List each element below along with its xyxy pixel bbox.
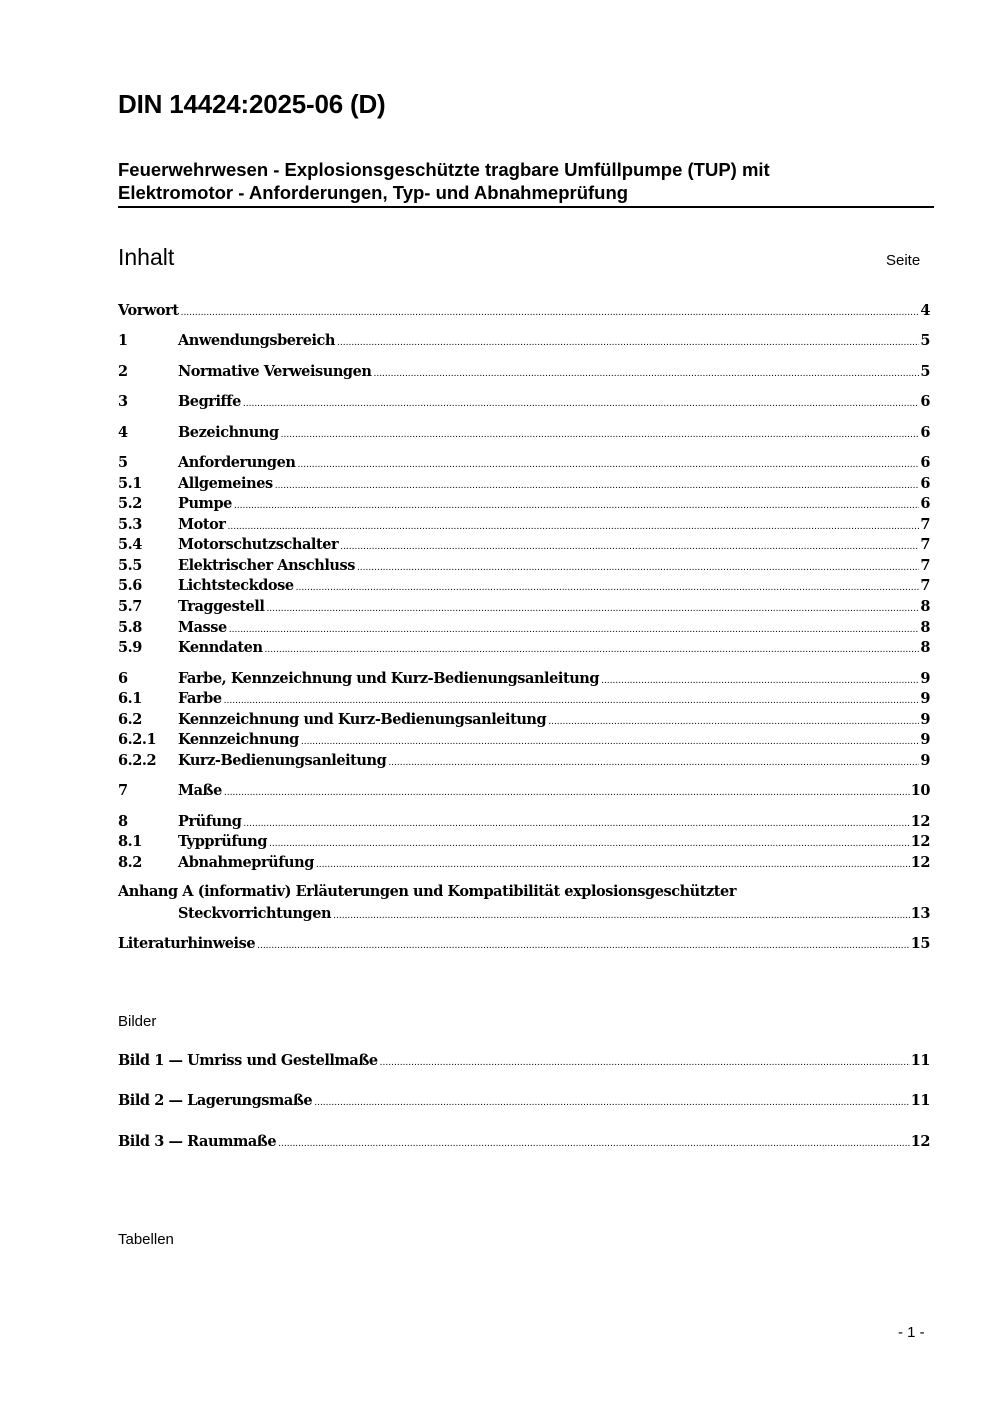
toc-entry-text: Anforderungen xyxy=(178,454,296,471)
toc-entry-number: 6.2 xyxy=(118,711,142,728)
document-title-line-1: Feuerwehrwesen - Explosionsgeschützte tragbare Umfüllpumpe (TUP) mit xyxy=(118,159,770,180)
toc-entry-text: Kenndaten xyxy=(178,639,263,656)
toc-entry-page: 6 xyxy=(920,424,930,441)
toc-leader xyxy=(257,941,910,951)
toc-entry[interactable] xyxy=(118,557,930,577)
page-number: - 1 - xyxy=(898,1324,925,1341)
toc-leader xyxy=(181,308,920,318)
toc-entry-text: Typprüfung xyxy=(178,833,268,850)
toc-entry[interactable] xyxy=(118,690,930,710)
toc-entry-number: 5 xyxy=(118,454,128,471)
toc-leader xyxy=(265,645,920,655)
toc-entry-page: 7 xyxy=(920,516,930,533)
toc-entry[interactable] xyxy=(118,752,930,772)
toc-entry-text: Normative Verweisungen xyxy=(178,363,372,380)
toc-entry[interactable] xyxy=(118,619,930,639)
toc-entry-page: 7 xyxy=(920,536,930,553)
toc-entry[interactable] xyxy=(118,577,930,597)
toc-entry-page: 5 xyxy=(920,332,930,349)
toc-entry-number: 8.2 xyxy=(118,854,142,871)
toc-leader xyxy=(275,481,920,491)
figure-entry-text: Bild 2 — Lagerungsmaße xyxy=(118,1092,313,1109)
toc-entry-number: 6.2.2 xyxy=(118,752,157,769)
toc-entry-page: 12 xyxy=(910,813,930,830)
toc-entry[interactable] xyxy=(118,731,930,751)
toc-entry-text: Kurz-Bedienungsanleitung xyxy=(178,752,387,769)
toc-entry-number: 8.1 xyxy=(118,833,142,850)
toc-entry[interactable] xyxy=(118,475,930,495)
toc-entry-text: Farbe xyxy=(178,690,222,707)
toc-entry[interactable] xyxy=(118,639,930,659)
toc-leader xyxy=(316,860,910,870)
toc-entry-page: 6 xyxy=(920,475,930,492)
toc-leader xyxy=(243,819,909,829)
toc-entry-text: Kennzeichnung und Kurz-Bedienungsanleitung xyxy=(178,711,547,728)
toc-entry-text: Steckvorrichtungen xyxy=(178,905,332,922)
toc-entry-page: 10 xyxy=(910,782,930,799)
toc-entry-page: 6 xyxy=(920,393,930,410)
toc-entry-page: 7 xyxy=(920,557,930,574)
figure-entry-page: 11 xyxy=(910,1092,930,1109)
toc-entry-number: 3 xyxy=(118,393,128,410)
toc-entry-number: 5.4 xyxy=(118,536,142,553)
toc-entry-page: 12 xyxy=(910,833,930,850)
toc-entry-number: 5.8 xyxy=(118,619,142,636)
toc-entry-page: 5 xyxy=(920,363,930,380)
toc-leader xyxy=(234,501,919,511)
toc-leader xyxy=(229,625,920,635)
toc-entry[interactable] xyxy=(118,516,930,536)
toc-entry-text: Anwendungsbereich xyxy=(178,332,336,349)
toc-annex-line-1[interactable]: Anhang A (informativ) Erläuterungen und Kompatibilität explosionsgeschützter xyxy=(118,883,737,900)
toc-entry-page: 12 xyxy=(910,854,930,871)
toc-entry-text: Allgemeines xyxy=(178,475,273,492)
toc-entry-page: 9 xyxy=(920,752,930,769)
toc-entry-text: Lichtsteckdose xyxy=(178,577,294,594)
toc-leader xyxy=(224,788,910,798)
toc-leader xyxy=(337,338,919,348)
toc-entry[interactable] xyxy=(118,782,930,802)
toc-entry-page: 8 xyxy=(920,598,930,615)
document-title xyxy=(118,158,934,208)
toc-entry-page: 13 xyxy=(910,905,930,922)
toc-entry[interactable] xyxy=(118,454,930,474)
toc-entry[interactable] xyxy=(118,670,930,690)
toc-entry[interactable] xyxy=(118,536,930,556)
toc-entry[interactable] xyxy=(118,833,930,853)
toc-entry-number: 5.9 xyxy=(118,639,142,656)
toc-entry-number: 1 xyxy=(118,332,128,349)
toc-entry[interactable] xyxy=(118,302,930,322)
toc-entry-number: 5.3 xyxy=(118,516,142,533)
toc-leader xyxy=(548,717,919,727)
toc-entry-page: 4 xyxy=(920,302,930,319)
document-id: DIN 14424:2025-06 (D) xyxy=(118,89,386,119)
toc-entry-text: Motorschutzschalter xyxy=(178,536,339,553)
toc-entry-page: 6 xyxy=(920,495,930,512)
toc-entry-text: Pumpe xyxy=(178,495,232,512)
toc-entry-page: 9 xyxy=(920,690,930,707)
toc-entry-number: 5.7 xyxy=(118,598,142,615)
toc-entry-text: Literaturhinweise xyxy=(118,935,256,952)
toc-leader xyxy=(357,563,919,573)
toc-entry-number: 6.1 xyxy=(118,690,142,707)
toc-leader xyxy=(243,399,919,409)
figure-entry-text: Bild 1 — Umriss und Gestellmaße xyxy=(118,1052,378,1069)
toc-leader xyxy=(340,542,919,552)
toc-entry-text: Maße xyxy=(178,782,222,799)
toc-entry-number: 2 xyxy=(118,363,128,380)
toc-entry[interactable] xyxy=(118,813,930,833)
figure-entry[interactable] xyxy=(118,1133,930,1153)
toc-entry-text: Farbe, Kennzeichnung und Kurz-Bedienungsanleitung xyxy=(178,670,600,687)
toc-entry-text: Elektrischer Anschluss xyxy=(178,557,355,574)
document-title-line-2: Elektromotor - Anforderungen, Typ- und Abnahmeprüfung xyxy=(118,182,629,203)
toc-entry[interactable] xyxy=(118,495,930,515)
toc-leader xyxy=(269,839,910,849)
toc-leader xyxy=(380,1058,910,1068)
tables-heading: Tabellen xyxy=(118,1231,174,1248)
toc-entry-text: Kennzeichnung xyxy=(178,731,299,748)
figure-entry-page: 11 xyxy=(910,1052,930,1069)
toc-entry[interactable] xyxy=(118,363,930,383)
toc-entry-number: 6 xyxy=(118,670,128,687)
toc-entry-number: 4 xyxy=(118,424,128,441)
toc-entry[interactable] xyxy=(118,711,930,731)
figure-entry-page: 12 xyxy=(910,1133,930,1150)
toc-entry-text: Begriffe xyxy=(178,393,241,410)
toc-entry-number: 5.1 xyxy=(118,475,142,492)
toc-entry-text: Prüfung xyxy=(178,813,242,830)
figure-entry-text: Bild 3 — Raummaße xyxy=(118,1133,277,1150)
toc-leader xyxy=(296,583,920,593)
toc-entry-number: 8 xyxy=(118,813,128,830)
figure-entry[interactable] xyxy=(118,1052,930,1072)
toc-leader xyxy=(278,1139,910,1149)
toc-leader xyxy=(224,696,920,706)
toc-entry-page: 9 xyxy=(920,731,930,748)
toc-entry-text: Abnahmeprüfung xyxy=(178,854,314,871)
toc-entry-page: 7 xyxy=(920,577,930,594)
toc-entry-text: Traggestell xyxy=(178,598,265,615)
toc-entry-text: Motor xyxy=(178,516,226,533)
toc-entry-page: 15 xyxy=(910,935,930,952)
toc-entry-number: 5.2 xyxy=(118,495,142,512)
toc-leader xyxy=(388,758,919,768)
toc-entry-page: 9 xyxy=(920,670,930,687)
toc-leader xyxy=(298,460,920,470)
toc-entry[interactable] xyxy=(118,393,930,413)
toc-entry-text: Bezeichnung xyxy=(178,424,279,441)
page-column-label: Seite xyxy=(886,252,921,269)
toc-entry[interactable] xyxy=(118,332,930,352)
toc-annex-entry[interactable] xyxy=(118,905,930,925)
toc-entry-page: 8 xyxy=(920,619,930,636)
toc-literature-entry[interactable] xyxy=(118,935,930,955)
toc-entry[interactable] xyxy=(118,424,930,444)
toc-entry[interactable] xyxy=(118,854,930,874)
toc-leader xyxy=(281,430,920,440)
toc-entry[interactable] xyxy=(118,598,930,618)
toc-entry-number: 6.2.1 xyxy=(118,731,157,748)
toc-leader xyxy=(301,737,920,747)
toc-leader xyxy=(266,604,919,614)
toc-entry-text: Vorwort xyxy=(118,302,179,319)
toc-leader xyxy=(314,1098,910,1108)
toc-entry-page: 9 xyxy=(920,711,930,728)
toc-leader xyxy=(227,522,919,532)
toc-entry-number: 5.6 xyxy=(118,577,142,594)
toc-entry-page: 6 xyxy=(920,454,930,471)
toc-leader xyxy=(601,676,919,686)
toc-entry-number: 7 xyxy=(118,782,128,799)
toc-entry-text: Masse xyxy=(178,619,227,636)
toc-entry-page: 8 xyxy=(920,639,930,656)
toc-heading: Inhalt xyxy=(118,244,175,270)
toc-leader xyxy=(333,911,910,921)
figure-entry[interactable] xyxy=(118,1092,930,1112)
toc-leader xyxy=(373,369,919,379)
figures-heading: Bilder xyxy=(118,1013,157,1030)
toc-entry-number: 5.5 xyxy=(118,557,142,574)
